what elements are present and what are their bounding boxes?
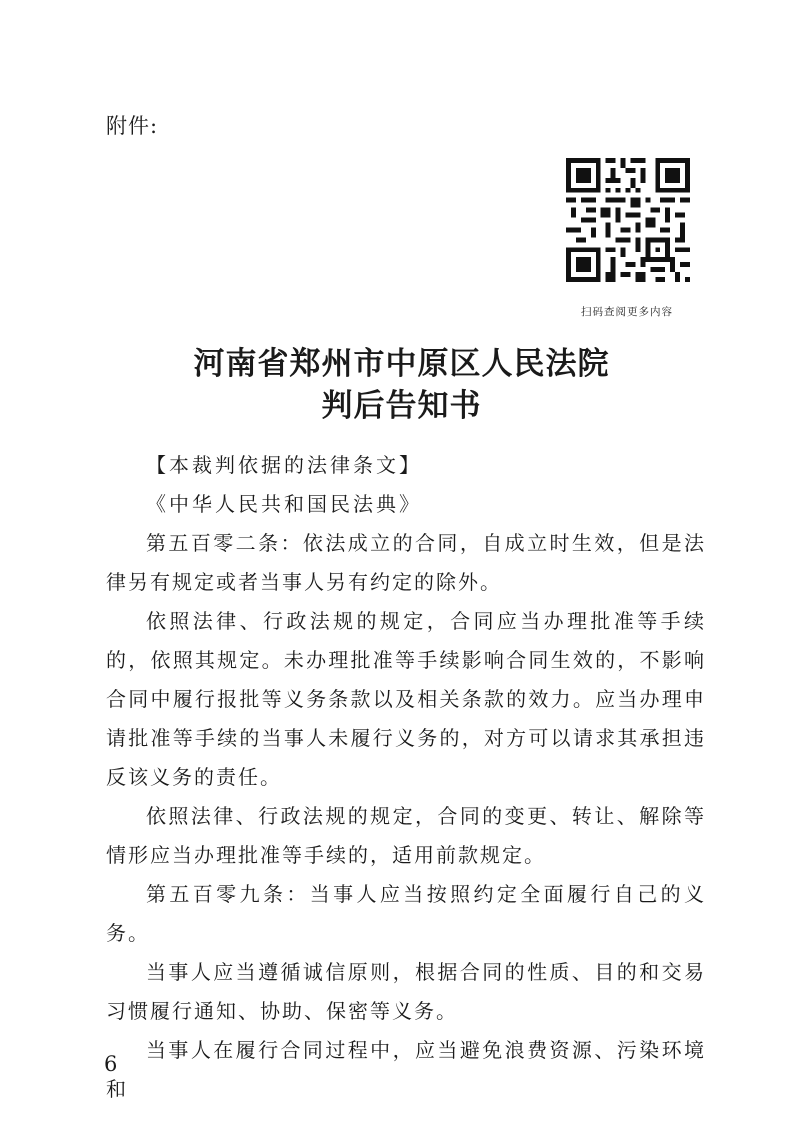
paragraph: 依照法律、行政法规的规定，合同应当办理批准等手续的，依照其规定。未办理批准等手续影响合同生效的，不影响合同中履行报批等义务条款以及相关条款的效力。应当办理申请批准等手续的当事人未履行义务的，对方可以请求其承担违反该义务的责任。 (106, 609, 706, 789)
attachment-label: 附件: (106, 114, 159, 138)
qr-code (566, 158, 690, 282)
qr-caption: 扫码查阅更多内容 (581, 306, 673, 318)
paragraph: 当事人在履行合同过程中，应当避免浪费资源、污染环境和 (106, 1038, 706, 1101)
document-title: 河南省郑州市中原区人民法院 (193, 346, 610, 382)
law-name: 《中华人民共和国民法典》 (146, 492, 422, 516)
paragraph: 依照法律、行政法规的规定，合同的变更、转让、解除等情形应当办理批准等手续的，适用前款规定。 (106, 804, 706, 867)
paragraph: 第五百零九条：当事人应当按照约定全面履行自己的义务。 (106, 882, 706, 945)
section-heading: 【本裁判依据的法律条文】 (146, 453, 422, 477)
document-subtitle: 判后告知书 (321, 388, 482, 424)
paragraph: 第五百零二条：依法成立的合同，自成立时生效，但是法律另有规定或者当事人另有约定的除外。 (106, 531, 706, 594)
qr-block (562, 158, 692, 319)
document-body (106, 446, 706, 1109)
page-number: 6 (104, 1052, 118, 1076)
paragraph: 当事人应当遵循诚信原则，根据合同的性质、目的和交易习惯履行通知、协助、保密等义务。 (106, 960, 706, 1023)
